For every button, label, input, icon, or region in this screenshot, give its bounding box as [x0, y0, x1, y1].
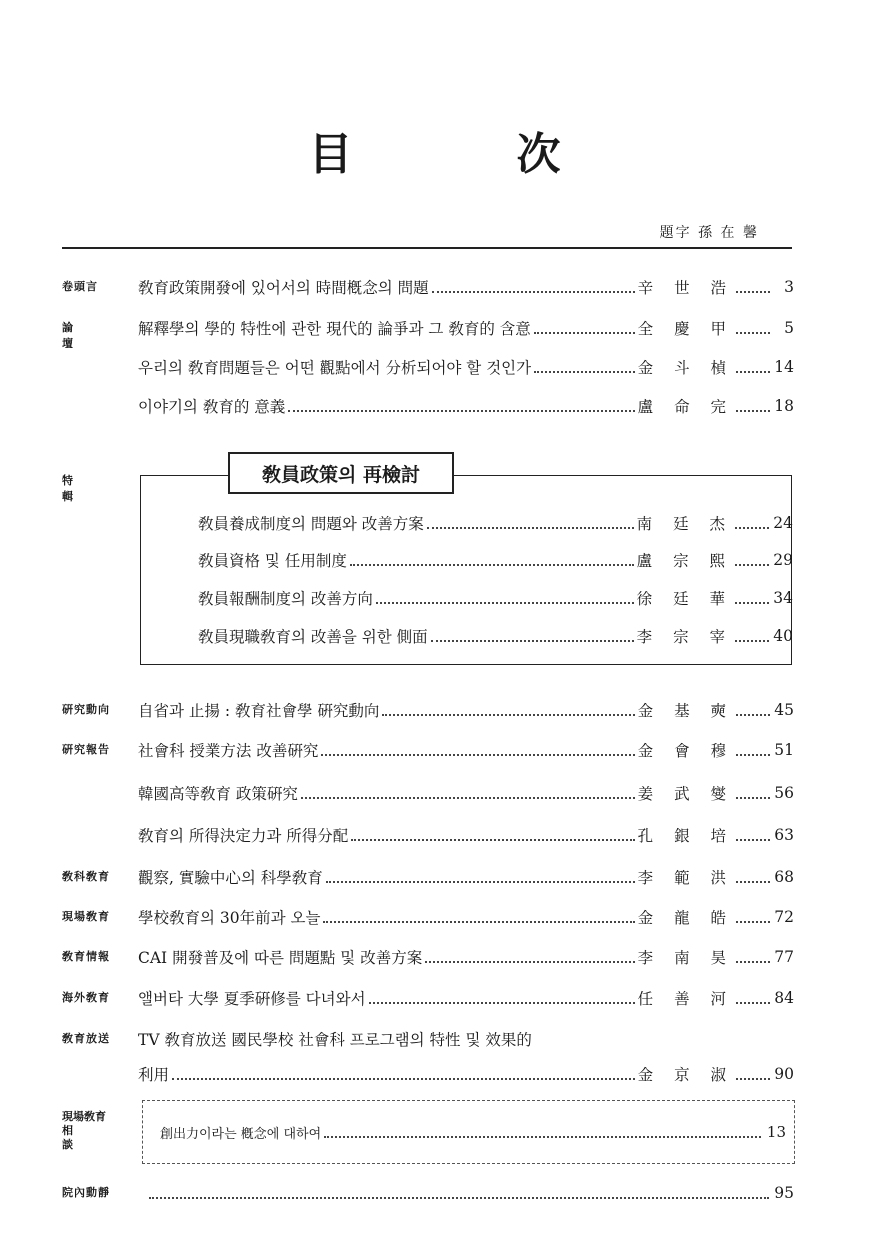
entry-author: 任 善 河 — [637, 990, 734, 1008]
entry-title: 敎員養成制度의 問題와 改善方案 — [198, 515, 424, 533]
leader-dots — [736, 921, 770, 923]
entry-author: 金 龍 皓 — [637, 909, 734, 927]
section-label: 卷頭言 — [62, 280, 98, 293]
toc-entry[interactable] — [0, 621, 869, 651]
entry-title: 앨버타 大學 夏季硏修를 다녀와서 — [138, 990, 366, 1008]
entry-page: 14 — [774, 358, 794, 376]
entry-page: 29 — [773, 551, 793, 569]
entry-page: 40 — [773, 627, 793, 645]
leader-dots — [427, 527, 634, 529]
leader-dots — [736, 410, 770, 412]
section-label: 海外敎育 — [62, 991, 110, 1004]
special-feature-heading: 敎員政策의 再檢討 — [228, 452, 454, 494]
toc-entry[interactable] — [0, 583, 869, 613]
leader-dots — [736, 961, 770, 963]
leader-dots — [321, 754, 634, 756]
leader-dots — [323, 921, 634, 923]
toc-entry[interactable] — [0, 735, 869, 765]
leader-dots — [735, 527, 769, 529]
leader-dots — [534, 371, 635, 373]
entry-page: 68 — [774, 868, 794, 886]
leader-dots — [326, 881, 635, 883]
leader-dots — [736, 1078, 770, 1080]
entry-page: 90 — [774, 1065, 794, 1083]
toc-entry[interactable] — [0, 391, 869, 421]
leader-dots — [149, 1197, 769, 1199]
entry-title-continued: 利用 — [138, 1066, 170, 1084]
entry-author: 金 京 淑 — [637, 1066, 734, 1084]
entry-title: 社會科 授業方法 改善硏究 — [138, 742, 319, 760]
entry-author: 全 慶 甲 — [637, 320, 734, 338]
entry-author: 南 廷 杰 — [636, 515, 733, 533]
entry-title: 이야기의 敎育的 意義 — [138, 398, 286, 416]
entry-title: 觀察, 實驗中心의 科學敎育 — [138, 869, 323, 887]
entry-page: 95 — [774, 1184, 794, 1202]
entry-page: 34 — [773, 589, 793, 607]
toc-entry[interactable] — [0, 1178, 869, 1208]
entry-title: 敎育의 所得決定力과 所得分配 — [138, 827, 349, 845]
toc-entry[interactable] — [0, 1117, 869, 1147]
section-label: 敎育情報 — [62, 950, 110, 963]
leader-dots — [736, 371, 770, 373]
leader-dots — [376, 602, 634, 604]
leader-dots — [288, 410, 634, 412]
entry-author: 李 宗 宰 — [636, 628, 733, 646]
leader-dots — [736, 881, 770, 883]
toc-entry[interactable] — [0, 983, 869, 1013]
leader-dots — [735, 602, 769, 604]
leader-dots — [534, 332, 635, 334]
section-label: 硏究報告 — [62, 743, 110, 756]
section-label-line2: 相 談 — [62, 1124, 112, 1151]
leader-dots — [736, 291, 770, 293]
leader-dots — [369, 1002, 635, 1004]
leader-dots — [351, 839, 634, 841]
entry-author: 孔 銀 培 — [637, 827, 734, 845]
leader-dots — [301, 797, 635, 799]
section-label: 現場敎育 — [62, 910, 110, 923]
entry-title: 敎員資格 및 任用制度 — [198, 552, 347, 570]
entry-title: 韓國高等敎育 政策硏究 — [138, 785, 298, 803]
toc-entry[interactable] — [0, 313, 869, 350]
leader-dots — [735, 564, 769, 566]
leader-dots — [736, 714, 770, 716]
entry-page: 5 — [784, 319, 794, 337]
entry-author: 金 基 奭 — [637, 702, 734, 720]
calligraphy-credit: 題字 孫 在 馨 — [659, 225, 759, 241]
entry-title: 敎員報酬制度의 改善方向 — [198, 590, 373, 608]
entry-page: 72 — [774, 908, 794, 926]
section-label-line1: 現場敎育 — [62, 1110, 106, 1123]
toc-entry[interactable] — [0, 1024, 869, 1054]
page-title: 目 次 — [308, 129, 621, 180]
toc-entry[interactable] — [0, 862, 869, 892]
leader-dots — [172, 1078, 635, 1080]
section-label: 特 輯 — [62, 474, 124, 503]
leader-dots — [736, 1002, 770, 1004]
entry-page: 45 — [774, 701, 794, 719]
leader-dots — [736, 797, 770, 799]
section-label: 敎科敎育 — [62, 870, 110, 883]
entry-page: 51 — [774, 741, 794, 759]
entry-page: 18 — [774, 397, 794, 415]
entry-author: 金 斗 楨 — [637, 359, 734, 377]
leader-dots — [735, 640, 769, 642]
leader-dots — [324, 1136, 761, 1138]
entry-page: 56 — [774, 784, 794, 802]
leader-dots — [350, 564, 634, 566]
entry-page: 3 — [784, 278, 794, 296]
leader-dots — [736, 332, 770, 334]
entry-page: 84 — [774, 989, 794, 1007]
entry-title: TV 敎育放送 國民學校 社會科 프로그램의 特性 및 效果的 — [138, 1031, 532, 1049]
section-label: 硏究動向 — [62, 703, 110, 716]
entry-page: 77 — [774, 948, 794, 966]
section-label: 院內動靜 — [62, 1186, 110, 1199]
leader-dots — [432, 291, 635, 293]
section-label: 論 壇 — [62, 321, 124, 350]
leader-dots — [431, 640, 634, 642]
entry-title: 우리의 敎育問題들은 어떤 觀點에서 分析되어야 할 것인가 — [138, 359, 532, 377]
toc-entry[interactable] — [0, 272, 869, 302]
entry-author: 盧 宗 熙 — [636, 552, 733, 570]
toc-entry[interactable] — [0, 545, 869, 575]
toc-entry[interactable] — [0, 352, 869, 382]
special-label-row — [0, 466, 869, 503]
header-rule — [62, 247, 792, 249]
entry-title: 學校敎育의 30年前과 오늘 — [138, 909, 321, 927]
entry-page: 63 — [774, 826, 794, 844]
entry-author: 李 範 洪 — [637, 869, 734, 887]
toc-entry[interactable] — [0, 902, 869, 932]
entry-author: 李 南 昊 — [637, 949, 734, 967]
leader-dots — [382, 714, 634, 716]
entry-author: 徐 廷 華 — [636, 590, 733, 608]
entry-author: 姜 武 燮 — [637, 785, 734, 803]
entry-author: 金 會 穆 — [637, 742, 734, 760]
entry-author: 辛 世 浩 — [637, 279, 734, 297]
toc-entry[interactable] — [0, 778, 869, 808]
entry-title: 敎員現職敎育의 改善을 위한 側面 — [198, 628, 428, 646]
entry-title: 自省과 止揚 : 敎育社會學 硏究動向 — [138, 702, 380, 720]
leader-dots — [425, 961, 634, 963]
entry-page: 24 — [773, 514, 793, 532]
toc-entry[interactable] — [0, 695, 869, 725]
section-label: 敎育放送 — [62, 1032, 110, 1045]
entry-page: 13 — [766, 1123, 786, 1141]
entry-title: 創出力이라는 槪念에 대하여 — [160, 1126, 322, 1142]
toc-entry-continued[interactable] — [0, 1059, 869, 1089]
entry-title: CAI 開發普及에 따른 問題點 및 改善方案 — [138, 949, 423, 967]
entry-title: 解釋學의 學的 特性에 관한 現代的 論爭과 그 敎育的 含意 — [138, 320, 531, 338]
leader-dots — [736, 839, 770, 841]
toc-entry[interactable] — [0, 508, 869, 538]
entry-author: 盧 命 完 — [637, 398, 734, 416]
toc-entry[interactable] — [0, 942, 869, 972]
leader-dots — [736, 754, 770, 756]
toc-entry[interactable] — [0, 820, 869, 850]
entry-title: 敎育政策開發에 있어서의 時間槪念의 問題 — [138, 279, 429, 297]
